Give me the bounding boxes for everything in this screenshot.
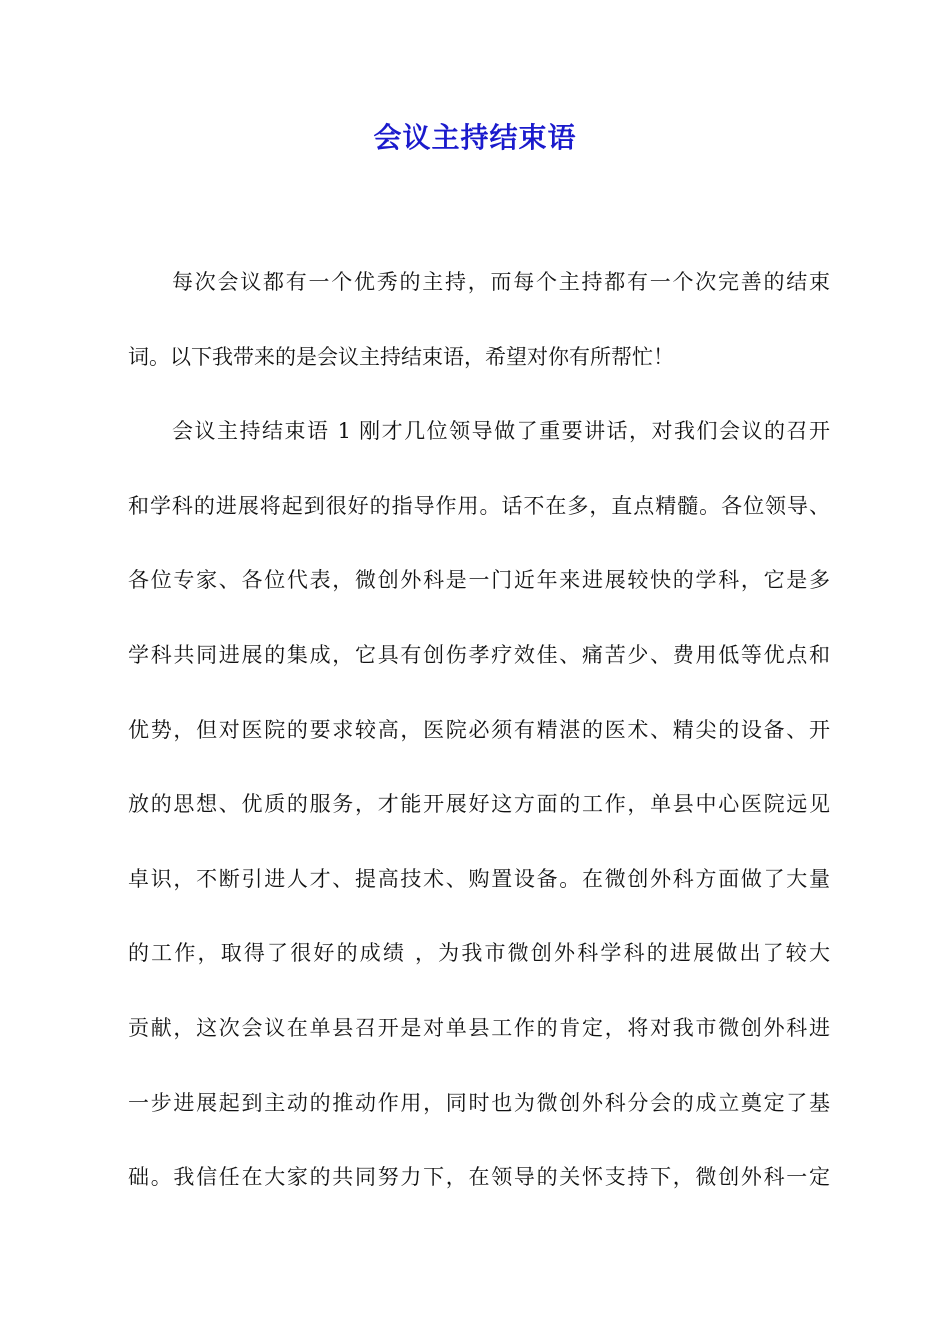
paragraph-line: 放的思想、优质的服务，才能开展好这方面的工作，单县中心医院远见 xyxy=(128,792,830,817)
paragraph-line: 词。以下我带来的是会议主持结束语，希望对你有所帮忙！ xyxy=(128,344,674,369)
paragraph-line: 会议主持结束语 1 刚才几位领导做了重要讲话，对我们会议的召开 xyxy=(172,419,830,444)
document-title: 会议主持结束语 xyxy=(373,121,577,154)
paragraph-line: 一步进展起到主动的推动作用，同时也为微创外科分会的成立奠定了基 xyxy=(128,1090,830,1115)
paragraph-line: 础。我信任在大家的共同努力下，在领导的关怀支持下，微创外科一定 xyxy=(128,1165,830,1190)
paragraph-line: 卓识，不断引进人才、提高技术、购置设备。在微创外科方面做了大量 xyxy=(128,866,830,891)
paragraph-line: 优势，但对医院的要求较高，医院必须有精湛的医术、精尖的设备、开 xyxy=(128,717,830,742)
document-body xyxy=(128,261,830,1231)
paragraph-line: 每次会议都有一个优秀的主持，而每个主持都有一个次完善的结束 xyxy=(172,270,830,294)
paragraph-line: 的工作，取得了很好的成绩 ，为我市微创外科学科的进展做出了较大 xyxy=(128,941,830,966)
paragraph-line: 贡献，这次会议在单县召开是对单县工作的肯定，将对我市微创外科进 xyxy=(128,1015,830,1040)
paragraph-line: 和学科的进展将起到很好的指导作用。话不在多，直点精髓。各位领导、 xyxy=(128,493,830,518)
paragraph-line: 各位专家、各位代表，微创外科是一门近年来进展较快的学科，它是多 xyxy=(128,568,830,593)
paragraph-line: 学科共同进展的集成，它具有创伤孝疗效佳、痛苦少、费用低等优点和 xyxy=(128,642,830,667)
